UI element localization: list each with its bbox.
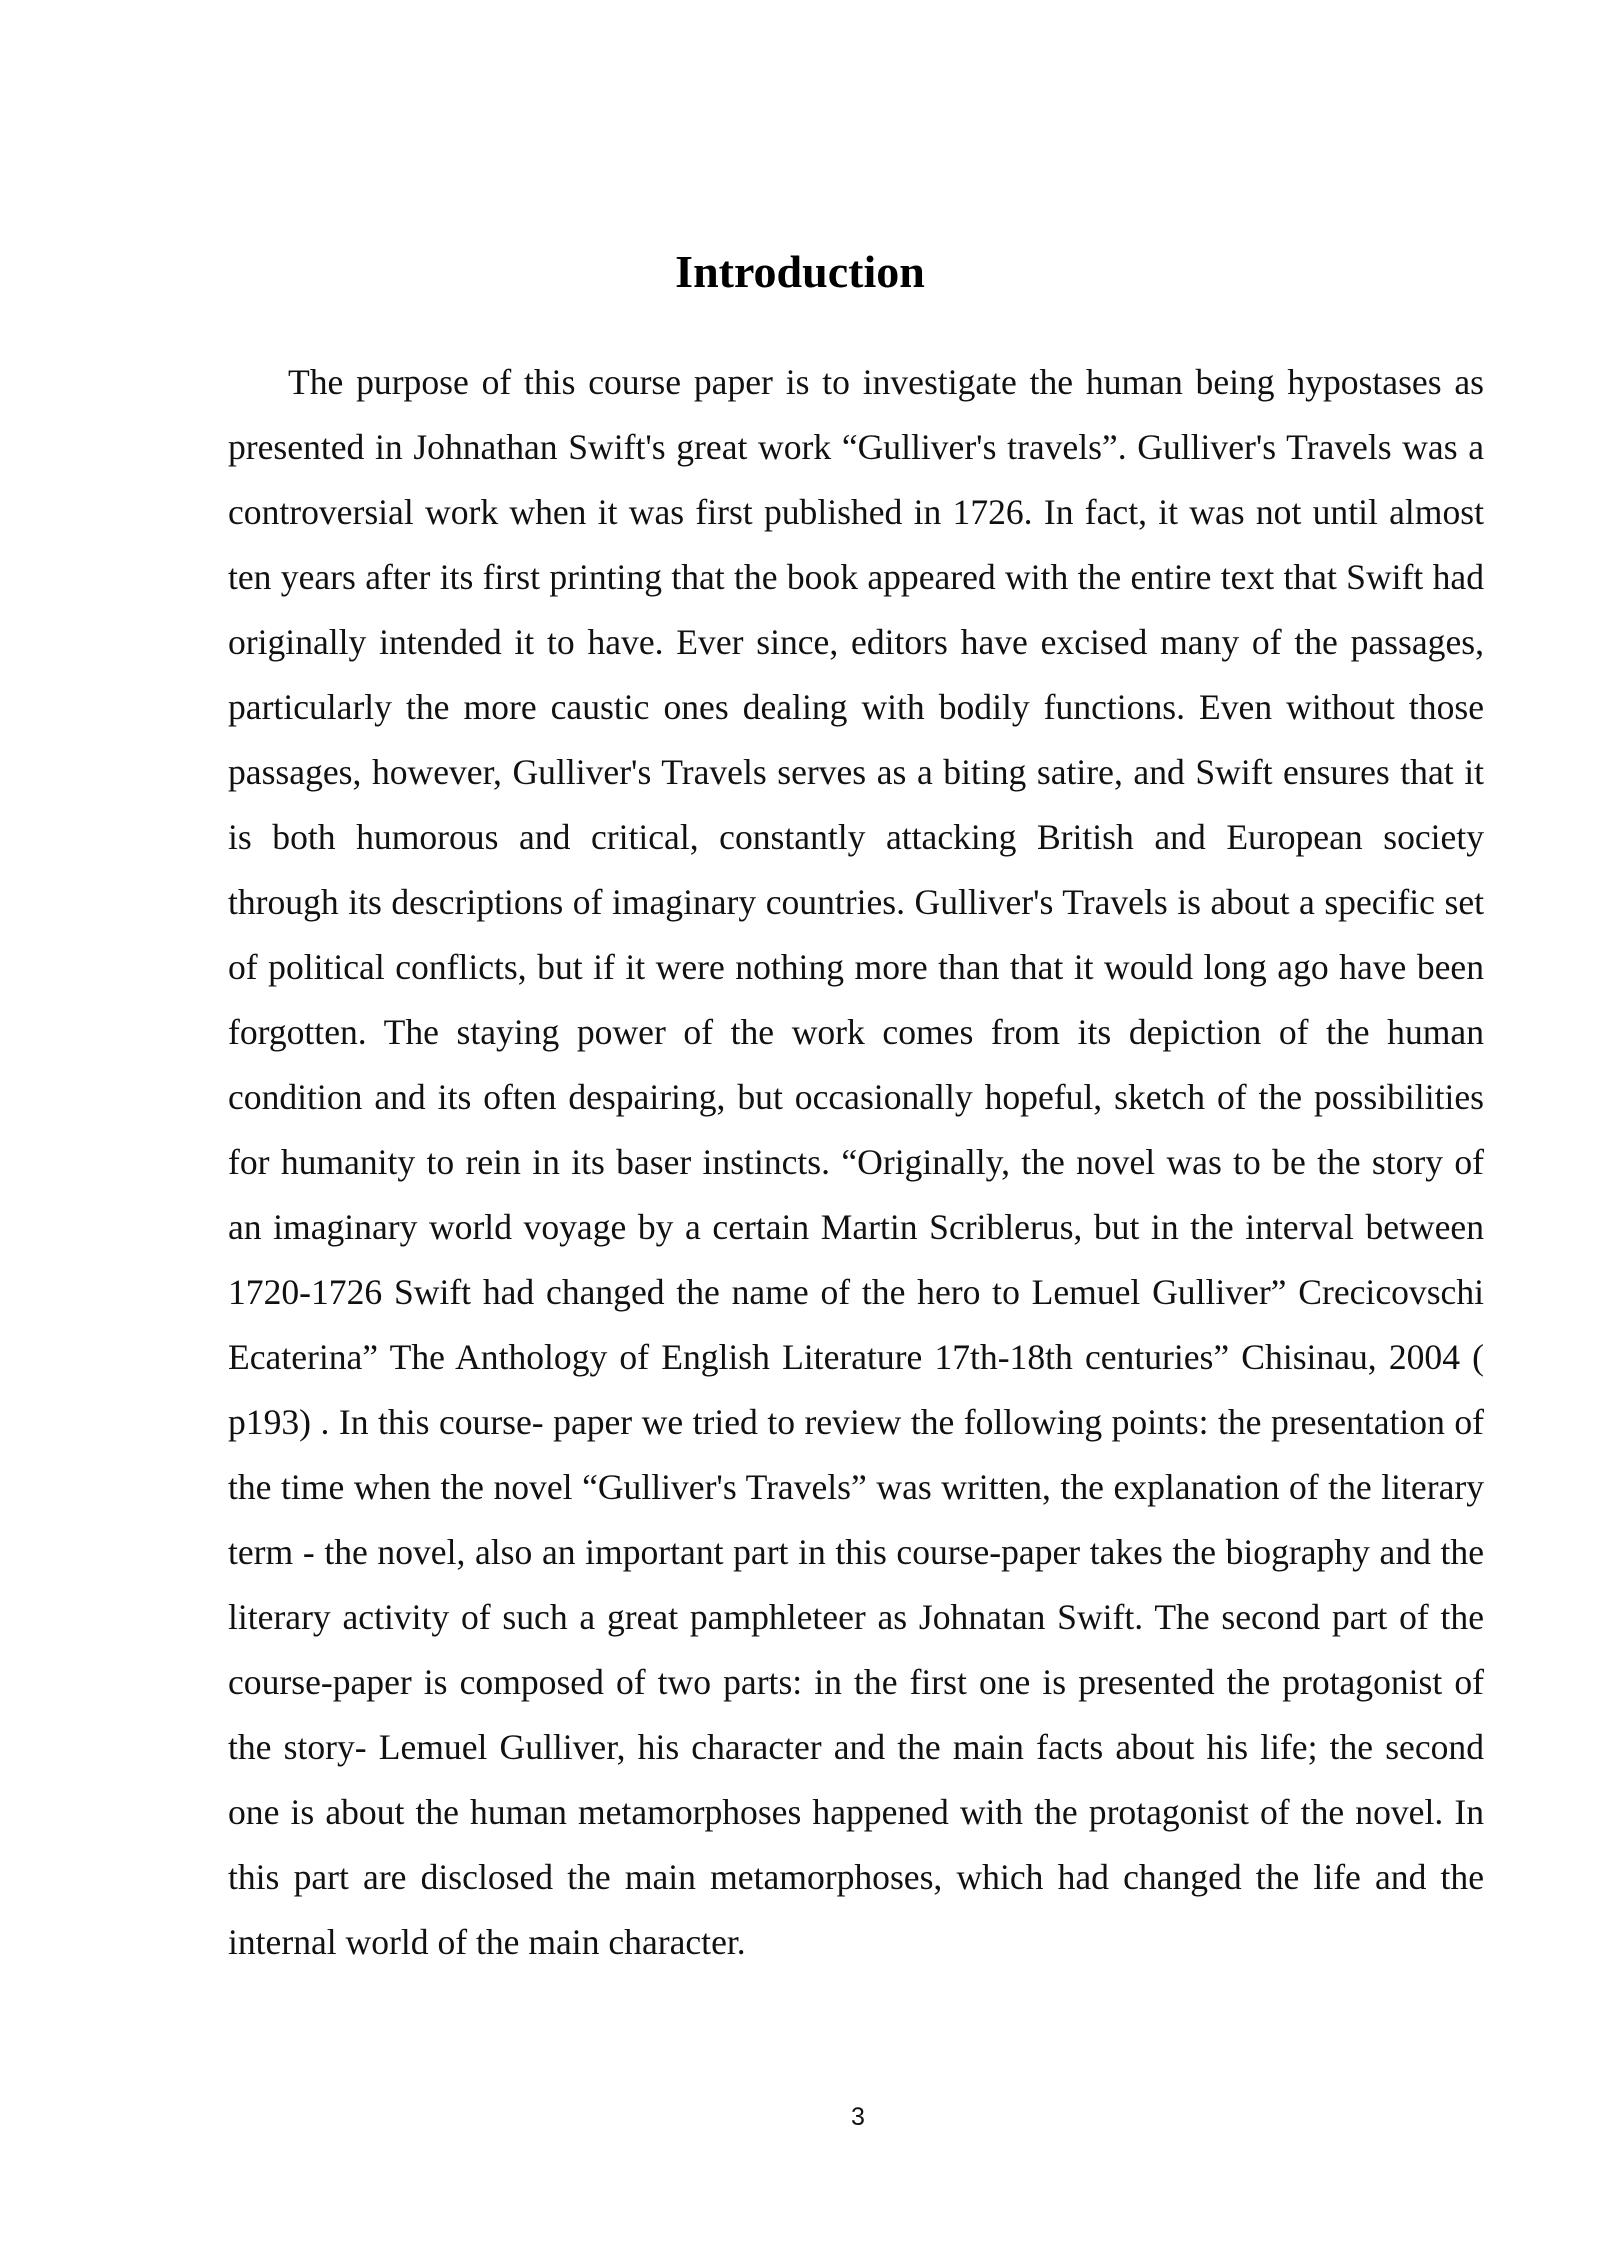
body-paragraph: The purpose of this course paper is to investigate the human being hypostases as presented in Johnathan Swift's great work “Gulliver's travels”. Gulliver's Travels was a controversial work when it was first published in 1726. In fact, it was not until almost ten years after its first printing that the book appeared with the entire text that Swift had originally intended it to have. Ever since, editors have excised many of the passages, particularly the more caustic ones dealing with bodily functions. Even without those passages, however, Gulliver's Travels serves as a biting satire, and Swift ensures that it is both humorous and critical, constantly attacking British and European society through its descriptions of imaginary countries. Gulliver's Travels is about a specific set of political conflicts, but if it were nothing more than that it would long ago have been forgotten. The staying power of the work comes from its depiction of the human condition and its often despairing, but occasionally hopeful, sketch of the possibilities for humanity to rein in its baser instincts. “Originally, the novel was to be the story of an imaginary world voyage by a certain Martin Scriblerus, but in the interval between 1720-1726 Swift had changed the name of the hero to Lemuel Gulliver” Crecicovschi Ecaterina” The Anthology of English Literature 17th-18th centuries” Chisinau, 2004 ( p193) . In this course- paper we tried to review the following points: the presentation of the time when the novel “Gulliver's Travels” was written, the explanation of the literary term - the novel, also an important part in this course-paper takes the biography and the literary activity of such a great pamphleteer as Johnatan Swift. The second part of the course-paper is composed of two parts: in the first one is presented the protagonist of the story- Lemuel Gulliver, his character and the main facts about his life; the second one is about the human metamorphoses happened with the protagonist of the novel. In this part are disclosed the main metamorphoses, which had changed the life and the internal world of the main character.: [228, 362, 1484, 1962]
section-heading: Introduction: [675, 246, 925, 297]
page-number: 3: [851, 2103, 865, 2131]
